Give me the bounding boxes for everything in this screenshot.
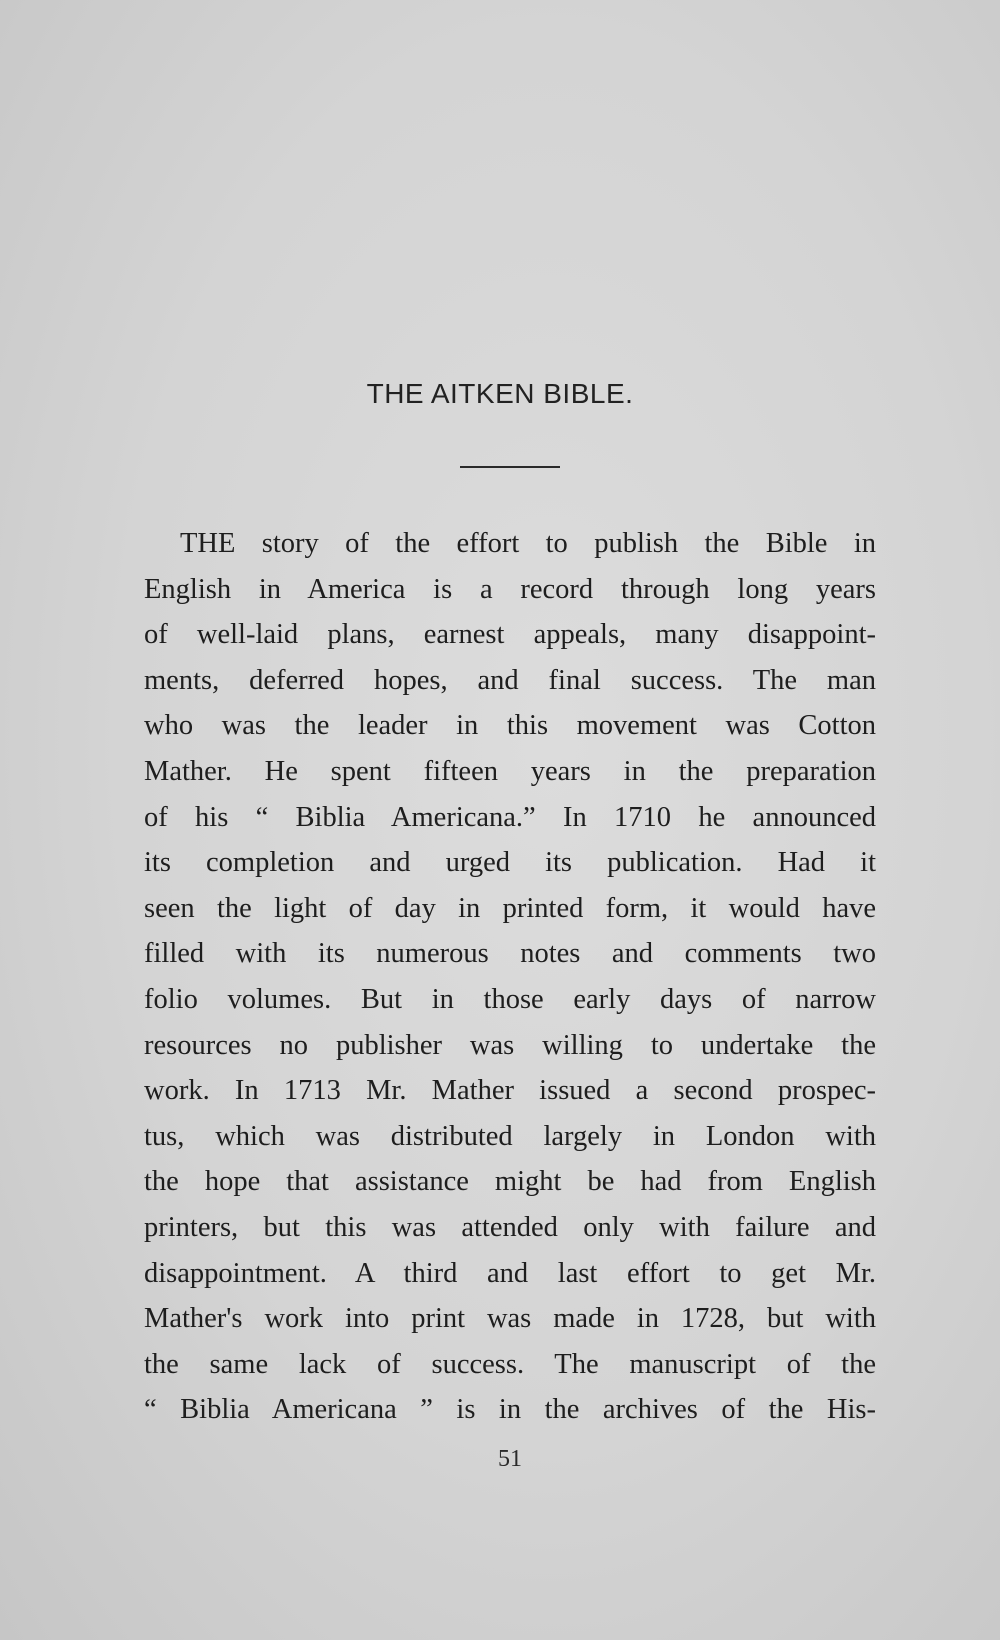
text-line: resources no publisher was willing to undertake the — [144, 1029, 876, 1061]
title-rule — [460, 466, 560, 468]
text-line: ments, deferred hopes, and final success. The man — [144, 664, 876, 696]
text-line: printers, but this was attended only with failure and — [144, 1211, 876, 1243]
text-line: THE story of the effort to publish the Bible in — [180, 528, 876, 559]
text-line: “ Biblia Americana ” is in the archives of the His- — [144, 1394, 876, 1426]
page-number: 51 — [498, 1446, 522, 1472]
text-line: Mather's work into print was made in 1728, but with — [144, 1303, 876, 1335]
text-line: of his “ Biblia Americana.” In 1710 he announced — [144, 801, 876, 833]
text-line: its completion and urged its publication. Had it — [144, 847, 876, 879]
text-line: folio volumes. But in those early days of narrow — [144, 983, 876, 1015]
body-paragraph — [144, 521, 876, 1433]
chapter-title: THE AITKEN BIBLE. — [366, 378, 634, 409]
text-line: the hope that assistance might be had from English — [144, 1166, 876, 1198]
text-line: Mather. He spent fifteen years in the preparation — [144, 755, 876, 787]
text-line: seen the light of day in printed form, it would have — [144, 892, 876, 924]
text-line: English in America is a record through long years — [144, 573, 876, 605]
text-line: tus, which was distributed largely in London with — [144, 1120, 876, 1152]
text-line: filled with its numerous notes and comments two — [144, 938, 876, 970]
text-line: disappointment. A third and last effort to get Mr. — [144, 1257, 876, 1289]
text-line: of well-laid plans, earnest appeals, many disappoint- — [144, 619, 876, 651]
text-line: the same lack of success. The manuscript of the — [144, 1348, 876, 1380]
text-line: work. In 1713 Mr. Mather issued a second prospec- — [144, 1075, 876, 1107]
text-line: who was the leader in this movement was Cotton — [144, 710, 876, 742]
